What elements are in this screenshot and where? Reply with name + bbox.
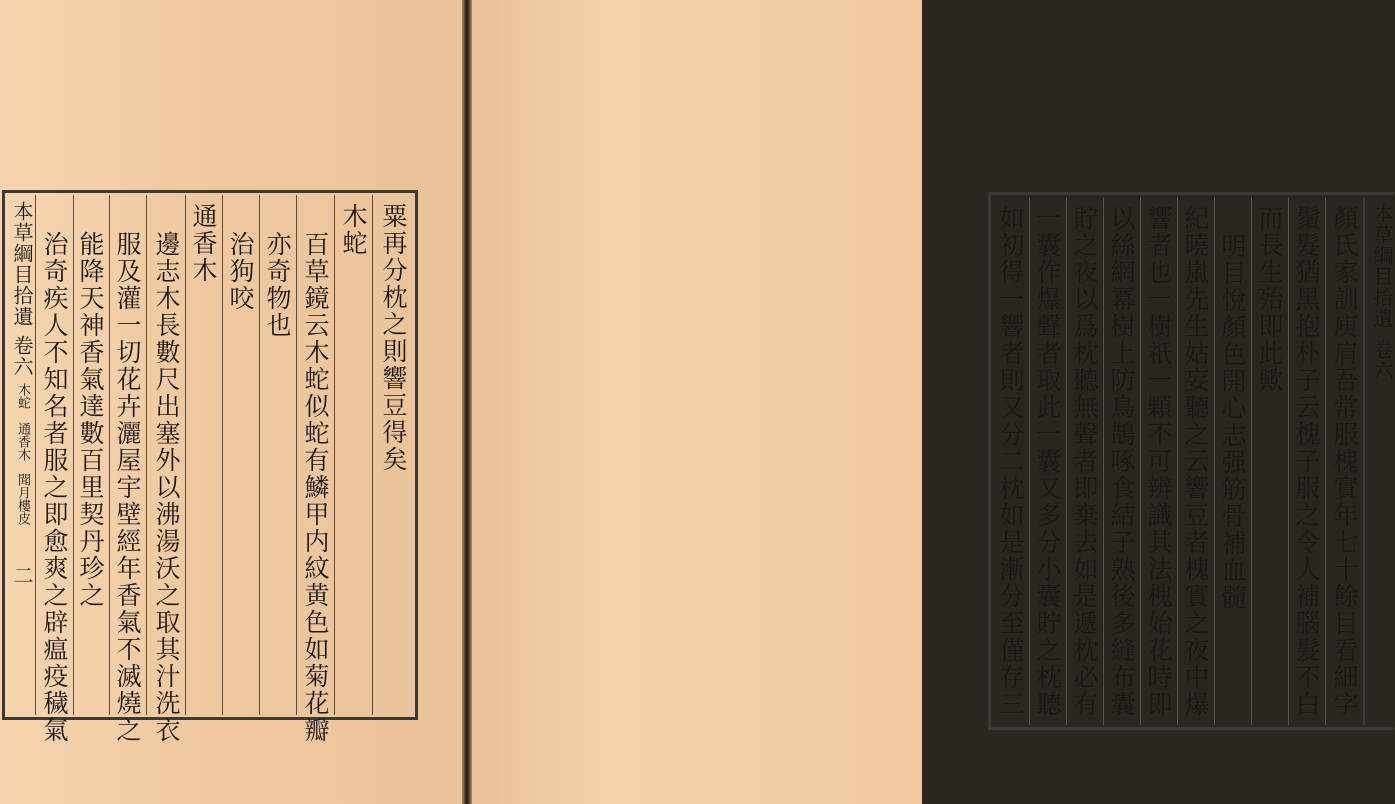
- left-banner-sections: 木蛇 通香木: [15, 383, 30, 461]
- left-text-frame: [2, 190, 418, 744]
- left-banner-volume: 卷六: [10, 335, 34, 377]
- left-column-4: 亦奇物也: [259, 195, 296, 715]
- right-page: [472, 0, 1394, 804]
- left-column-6: 通香木: [185, 195, 222, 715]
- left-column-5: 治狗咬: [222, 195, 259, 715]
- left-banner-page-number: 二: [10, 565, 34, 586]
- right-column-5: 紀曉嵐先生姑妄聽之云響豆者槐實之夜中爆: [1177, 197, 1214, 725]
- right-banner-title: 本草綱目拾遺: [1370, 203, 1394, 329]
- right-column-2: 鬚髮猶黑抱朴子云槐子服之令人補腦髮不白: [1288, 197, 1325, 725]
- left-column-10: 治奇疾人不知名者服之即愈爽之辟瘟疫穢氣: [35, 195, 73, 715]
- left-banner-publisher: 聞月樓皮: [15, 473, 30, 525]
- right-column-10: 如初得一響者則又分二枕如是漸分至僅存三: [996, 205, 1025, 718]
- right-column-1: 顏氏家訓庾肩吾常服槐實年七十餘目看細字: [1325, 197, 1363, 725]
- right-text-frame: [988, 192, 1394, 730]
- right-column-8: 貯之夜以爲枕聽無聲者即棄去如是遞枕必有: [1066, 197, 1103, 725]
- left-banner-title: 本草綱目拾遺: [10, 201, 34, 327]
- right-column-9: 一囊作爆聲者取此一囊又多分小囊貯之枕聽: [1029, 197, 1066, 725]
- left-column-3: 百草鏡云木蛇似蛇有鱗甲内紋黄色如菊花瓣: [296, 195, 334, 715]
- left-column-1: 粟再分枕之則響豆得矣: [372, 195, 412, 715]
- right-column-4: 明目悅顏色開心志强筋骨補血髓: [1214, 197, 1251, 725]
- left-column-8: 服及灌一切花卉灑屋宇壁經年香氣不滅燒之: [109, 195, 146, 715]
- book-gutter: [462, 0, 472, 804]
- left-column-7: 邊志木長數尺出塞外以沸湯沃之取其汁洗衣: [146, 195, 185, 715]
- left-banner: [5, 195, 35, 715]
- right-banner: [1363, 197, 1395, 725]
- left-column-9: 能降天神香氣達數百里契丹珍之: [73, 195, 109, 715]
- right-banner-volume: 卷六: [1370, 339, 1394, 381]
- left-page: [0, 0, 462, 804]
- right-column-7: 以絲網冪樹上防鳥鵲啄食結子熟後多縫布囊: [1103, 197, 1140, 725]
- right-column-3: 而長生殆即此歟: [1251, 197, 1288, 725]
- left-column-2: 木蛇: [334, 195, 372, 715]
- right-column-6: 響者也一樹祇一顆不可辨識其法槐始花時即: [1140, 197, 1177, 725]
